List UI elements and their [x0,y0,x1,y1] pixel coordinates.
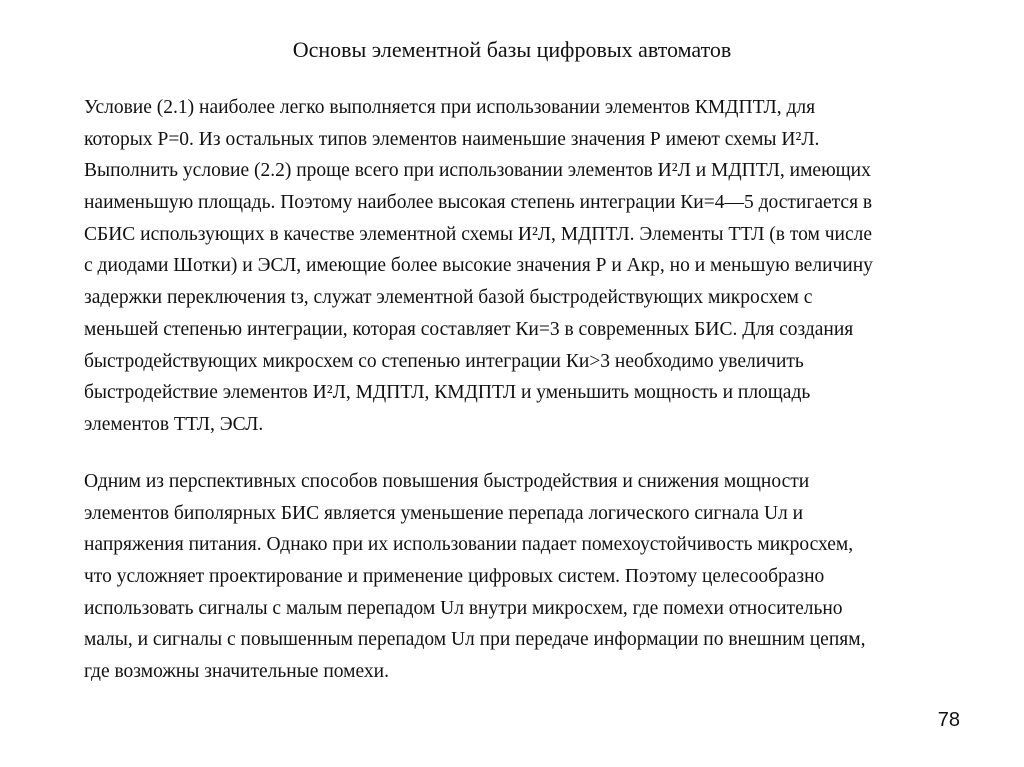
text-line: напряжения питания. Однако при их использовании падает помехоустойчивость микросхем, [84,534,854,556]
text-line: использовать сигналы с малым перепадом Uл внутри микросхем, где помехи относительно [84,597,843,619]
paragraph-2 [84,466,964,688]
slide-title: Основы элементной базы цифровых автоматов [292,37,732,62]
text-line: Выполнить условие (2.2) проще всего при использовании элементов И²Л и МДПТЛ, имеющих [84,160,871,182]
text-line: где возможны значительные помехи. [84,661,389,683]
paragraph-1 [84,92,964,441]
page-number: 78 [937,709,960,731]
text-line: Условие (2.1) наиболее легко выполняется при использовании элементов КМДПТЛ, для [84,97,816,118]
text-line: с диодами Шотки) и ЭСЛ, имеющие более высокие значения Р и Акр, но и меньшую величину [84,255,873,277]
text-line: наименьшую площадь. Поэтому наиболее высокая степень интеграции Ки=4—5 достигается в [84,192,873,214]
text-line: что усложняет проектирование и применение цифровых систем. Поэтому целесообразно [84,566,825,588]
text-line: элементов биполярных БИС является уменьшение перепада логического сигнала Uл и [84,502,804,524]
text-line: меньшей степенью интеграции, которая составляет Ки=3 в современных БИС. Для создания [84,318,854,340]
text-line: быстродействие элементов И²Л, МДПТЛ, КМДПТЛ и уменьшить мощность и площадь [84,382,811,404]
text-line: Одним из перспективных способов повышения быстродействия и снижения мощности [84,471,810,492]
text-line: быстродействующих микросхем со степенью интеграции Ки>3 необходимо увеличить [84,350,804,372]
text-line: малы, и сигналы с повышенным перепадом Uл при передаче информации по внешним цепям, [84,629,866,651]
text-line: элементов ТТЛ, ЭСЛ. [84,413,264,435]
text-line: СБИС использующих в качестве элементной схемы И²Л, МДПТЛ. Элементы ТТЛ (в том числе [84,223,873,245]
text-line: которых Р=0. Из остальных типов элементов наименьшие значения Р имеют схемы И²Л. [84,128,820,150]
text-line: задержки переключения tз, служат элементной базой быстродействующих микросхем с [84,287,813,309]
